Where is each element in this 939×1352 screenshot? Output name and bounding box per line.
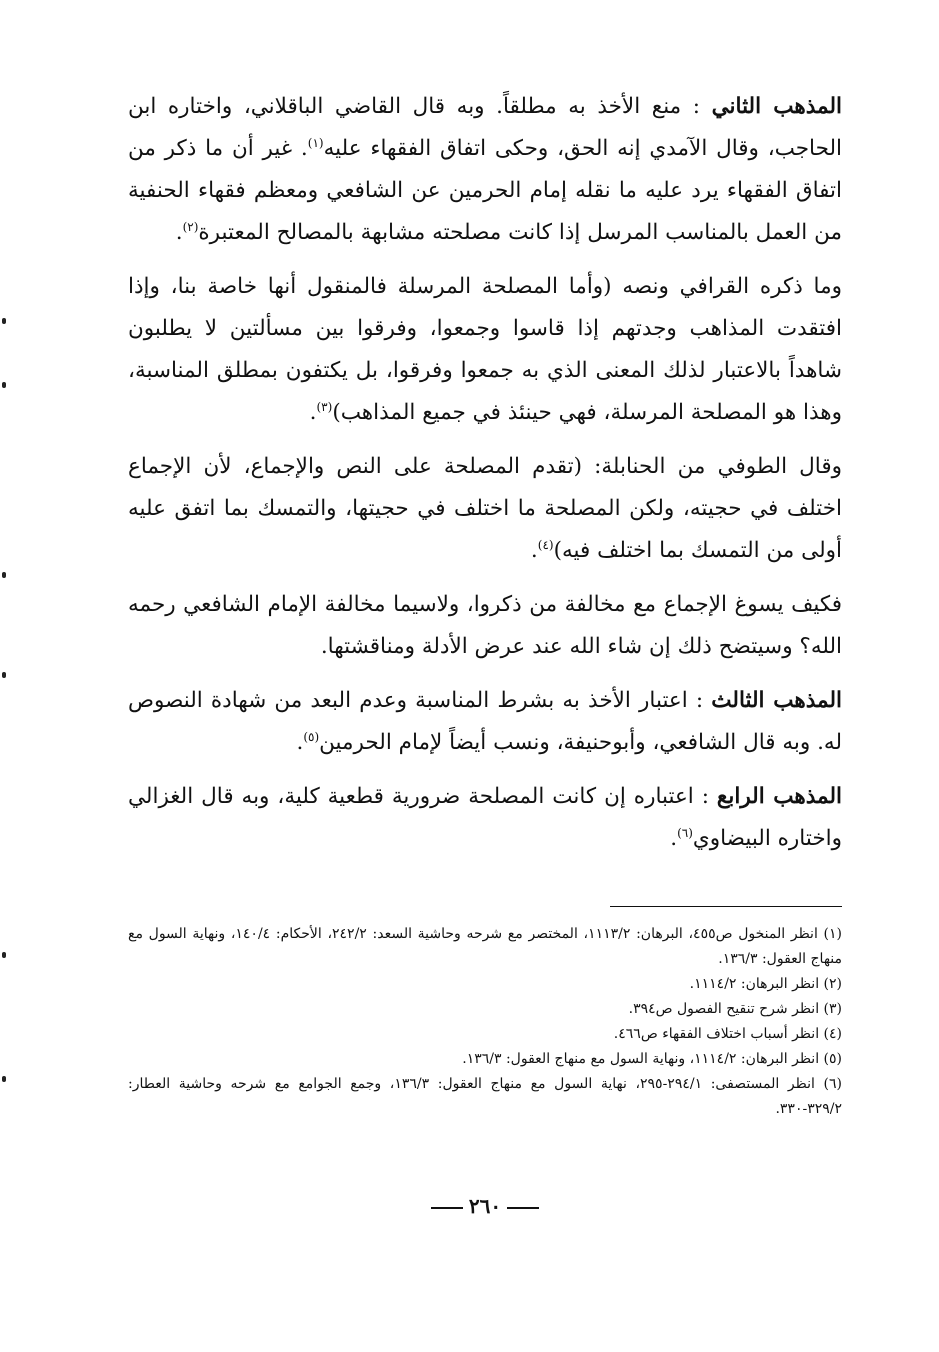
paragraph-tufi xyxy=(128,446,842,572)
page-number-dash xyxy=(431,1207,463,1209)
paragraph-consensus-question xyxy=(128,584,842,668)
footnote-6: (٦) انظر المستصفى: ٢٩٤/١-٢٩٥، نهاية السول مع منهاج العقول: ١٣٦/٣، وجمع الجوامع مع شرحه وحاشية العطار: ٣٢٩/٢-٣٣٠. xyxy=(128,1076,842,1117)
paragraph-lead: المذهب الثالث xyxy=(711,688,842,713)
paragraph-text: . xyxy=(175,220,183,245)
paragraph-text: وقال الطوفي من الحنابلة: (تقدم المصلحة على النص والإجماع، لأن الإجماع اختلف في حجيته، ولكن المصلحة ما اختلف في حجيتها، والتمسك بما اتفق عليه أولى من التمسك بما اختلف فيه) xyxy=(128,454,842,563)
footnote-ref[interactable]: (٢) xyxy=(182,219,199,234)
paragraph-text: . xyxy=(309,400,317,425)
scan-speck xyxy=(2,572,6,578)
footnote-3: (٣) انظر شرح تنقيح الفصول ص٣٩٤. xyxy=(628,1001,842,1017)
paragraph-text: : اعتباره إن كانت المصلحة ضرورية قطعية كلية، وبه قال الغزالي واختاره البيضاوي xyxy=(128,784,842,851)
footnote-ref[interactable]: (٣) xyxy=(316,399,333,414)
paragraph-text: . xyxy=(530,538,538,563)
paragraph-text: : منع الأخذ به مطلقاً. وبه قال القاضي الباقلاني، واختاره ابن الحاجب، وقال الآمدي إنه الحق، وحكى اتفاق الفقهاء عليه xyxy=(128,94,842,161)
footnotes xyxy=(128,922,842,1122)
book-page xyxy=(128,86,842,1218)
page-number-dash xyxy=(507,1207,539,1209)
paragraph-text: وما ذكره القرافي ونصه (وأما المصلحة المرسلة فالمنقول أنها خاصة بنا، وإذا افتقدت المذاهب وجدتهم إذا قاسوا وجمعوا، وفرقوا بين مسألتين لا يطلبون شاهداً بالاعتبار لذلك المعنى الذي به جمعوا وفرقوا، بل يكتفون بمطلق المناسبة، وهذا هو المصلحة المرسلة، فهي حينئذ في جميع المذاهب) xyxy=(128,274,842,425)
paragraph-lead: المذهب الرابع xyxy=(716,784,842,809)
footnote-ref[interactable]: (٤) xyxy=(537,537,554,552)
page-number xyxy=(128,1194,842,1218)
scan-speck xyxy=(2,1076,6,1082)
paragraph-text: . xyxy=(670,826,678,851)
paragraph-text: : اعتبار الأخذ به بشرط المناسبة وعدم البعد من شهادة النصوص له. وبه قال الشافعي، وأبوحنيفة، ونسب أيضاً لإمام الحرمين xyxy=(128,688,842,755)
scan-speck xyxy=(2,952,6,958)
paragraph-text: . xyxy=(296,730,304,755)
footnote-5: (٥) انظر البرهان: ١١١٤/٢، ونهاية السول مع منهاج العقول: ١٣٦/٣. xyxy=(462,1051,842,1067)
paragraph-second-school xyxy=(128,86,842,254)
footnote-4: (٤) انظر أسباب اختلاف الفقهاء ص٤٦٦. xyxy=(613,1026,842,1042)
footnote-ref[interactable]: (٦) xyxy=(677,825,693,840)
footnote-2: (٢) انظر البرهان: ١١١٤/٢. xyxy=(689,976,842,992)
paragraph-text: فكيف يسوغ الإجماع مع مخالفة من ذكروا، ولاسيما مخالفة الإمام الشافعي رحمه الله؟ وسيتضح ذلك إن شاء الله عند عرض الأدلة ومناقشتها. xyxy=(128,592,842,659)
page-number-label: ٢٦٠ xyxy=(468,1194,502,1218)
paragraph-lead: المذهب الثاني xyxy=(711,94,842,119)
footnote-1: (١) انظر المنخول ص٤٥٥، البرهان: ١١١٣/٢، المختصر مع شرحه وحاشية السعد: ٢٤٢/٢، الأحكام: ١٤٠/٤، ونهاية السول مع منهاج العقول: ١٣٦/٣. xyxy=(128,926,842,967)
scan-speck xyxy=(2,318,6,324)
scan-speck xyxy=(2,672,6,678)
scan-speck xyxy=(2,382,6,388)
paragraph-third-school xyxy=(128,680,842,764)
paragraph-text: . غير أن ما ذكر من اتفاق الفقهاء يرد عليه ما نقله إمام الحرمين عن الشافعي ومعظم فقهاء الحنفية من العمل بالمناسب المرسل إذا كانت مصلحته مشابهة بالمصالح المعتبرة xyxy=(128,136,842,245)
footnote-ref[interactable]: (٥) xyxy=(303,729,320,744)
paragraph-fourth-school xyxy=(128,776,842,860)
paragraph-qarafi xyxy=(128,266,842,434)
footnote-ref[interactable]: (١) xyxy=(307,135,324,150)
